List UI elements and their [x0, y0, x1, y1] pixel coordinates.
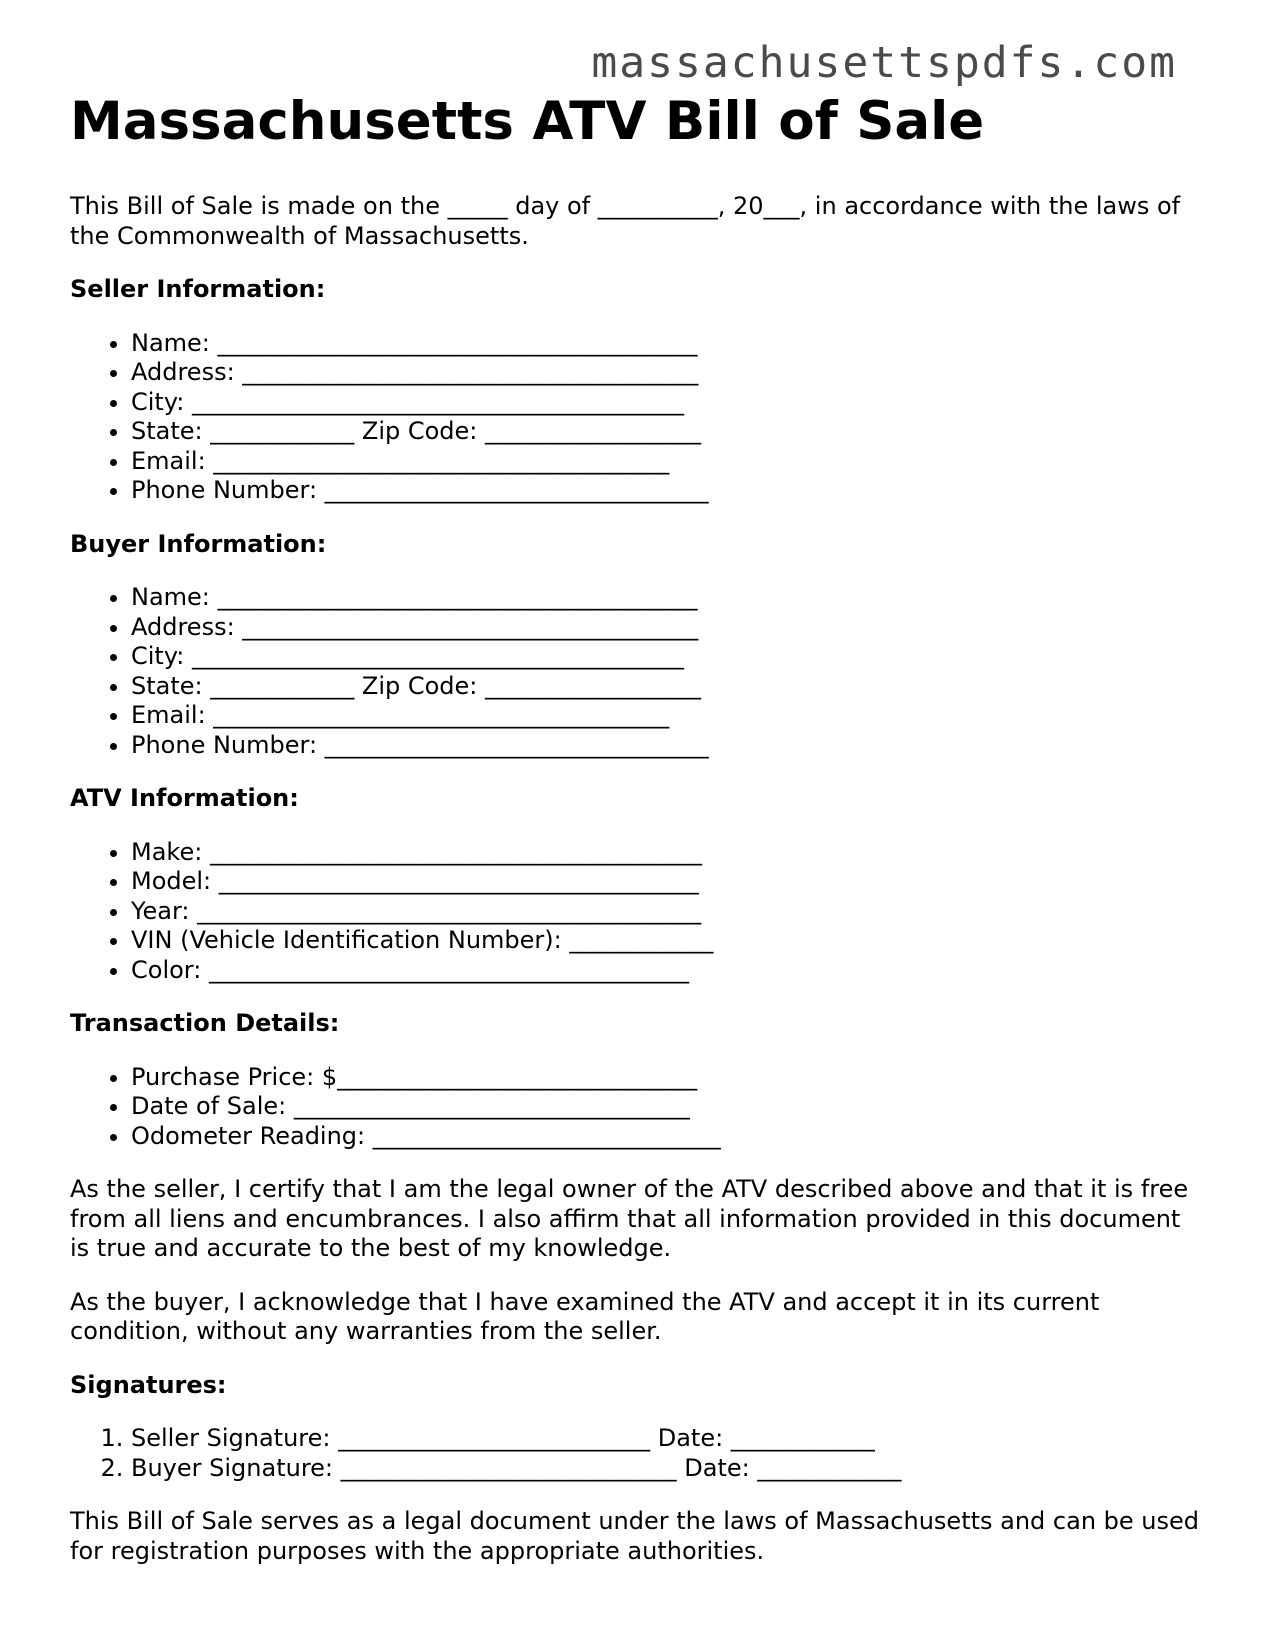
purchase-price-field[interactable]: • Purchase Price: $______________________________ [131, 1063, 1200, 1093]
atv-model-field[interactable]: • Model: ________________________________________ [131, 867, 1200, 897]
watermark: massachusettspdfs.com [591, 38, 1177, 88]
seller-name-field[interactable]: • Name: ________________________________________ [131, 329, 1200, 359]
atv-list [70, 838, 1200, 986]
transaction-list [70, 1063, 1200, 1152]
closing-paragraph: This Bill of Sale serves as a legal document under the laws of Massachusetts and can be used for registration purposes with the appropriate authorities. [70, 1507, 1200, 1565]
date-of-sale-field[interactable]: • Date of Sale: _________________________________ [131, 1092, 1200, 1122]
buyer-acknowledgement: As the buyer, I acknowledge that I have examined the ATV and accept it in its current condition, without any warranties from the seller. [70, 1287, 1100, 1345]
transaction-heading: Transaction Details: [70, 1009, 340, 1037]
buyer-email-field[interactable]: • Email: ______________________________________ [131, 701, 1200, 731]
seller-phone-field[interactable]: • Phone Number: ________________________________ [131, 476, 1200, 506]
atv-make-field[interactable]: • Make: _________________________________________ [131, 838, 1200, 868]
seller-city-field[interactable]: • City: _________________________________________ [131, 388, 1200, 418]
atv-year-field[interactable]: • Year: __________________________________________ [131, 897, 1200, 927]
buyer-list [70, 583, 1200, 760]
seller-signature-field[interactable]: 1. Seller Signature: __________________________ Date: ____________ [131, 1424, 1200, 1454]
buyer-name-field[interactable]: • Name: ________________________________________ [131, 583, 1200, 613]
seller-email-field[interactable]: • Email: ______________________________________ [131, 447, 1200, 477]
atv-color-field[interactable]: • Color: ________________________________________ [131, 956, 1200, 986]
odometer-field[interactable]: • Odometer Reading: _____________________________ [131, 1122, 1200, 1152]
buyer-city-field[interactable]: • City: _________________________________________ [131, 642, 1200, 672]
seller-heading: Seller Information: [70, 275, 326, 303]
buyer-state-zip-field[interactable]: • State: ____________ Zip Code: __________________ [131, 672, 1200, 702]
atv-vin-field[interactable]: • VIN (Vehicle Identification Number): ____________ [131, 926, 1200, 956]
signatures-list [70, 1424, 1200, 1483]
buyer-address-field[interactable]: • Address: ______________________________________ [131, 613, 1200, 643]
buyer-heading: Buyer Information: [70, 529, 327, 558]
seller-state-zip-field[interactable]: • State: ____________ Zip Code: __________________ [131, 417, 1200, 447]
seller-list [70, 329, 1200, 506]
document-title: Massachusetts ATV Bill of Sale [70, 91, 985, 152]
document [70, 92, 1200, 1566]
seller-certification: As the seller, I certify that I am the legal owner of the ATV described above and that it is free from all liens and encumbrances. I also affirm that all information provided in this document is true and accurate to the best of my knowledge. [70, 1175, 1189, 1262]
buyer-signature-field[interactable]: 2. Buyer Signature: ____________________________ Date: ____________ [131, 1454, 1200, 1484]
intro-paragraph: This Bill of Sale is made on the _____ day of __________, 20___, in accordance with the laws of the Commonwealth of Massachusetts. [70, 192, 1181, 250]
atv-heading: ATV Information: [70, 784, 299, 812]
signatures-heading: Signatures: [70, 1370, 227, 1399]
seller-address-field[interactable]: • Address: ______________________________________ [131, 358, 1200, 388]
buyer-phone-field[interactable]: • Phone Number: ________________________________ [131, 731, 1200, 761]
